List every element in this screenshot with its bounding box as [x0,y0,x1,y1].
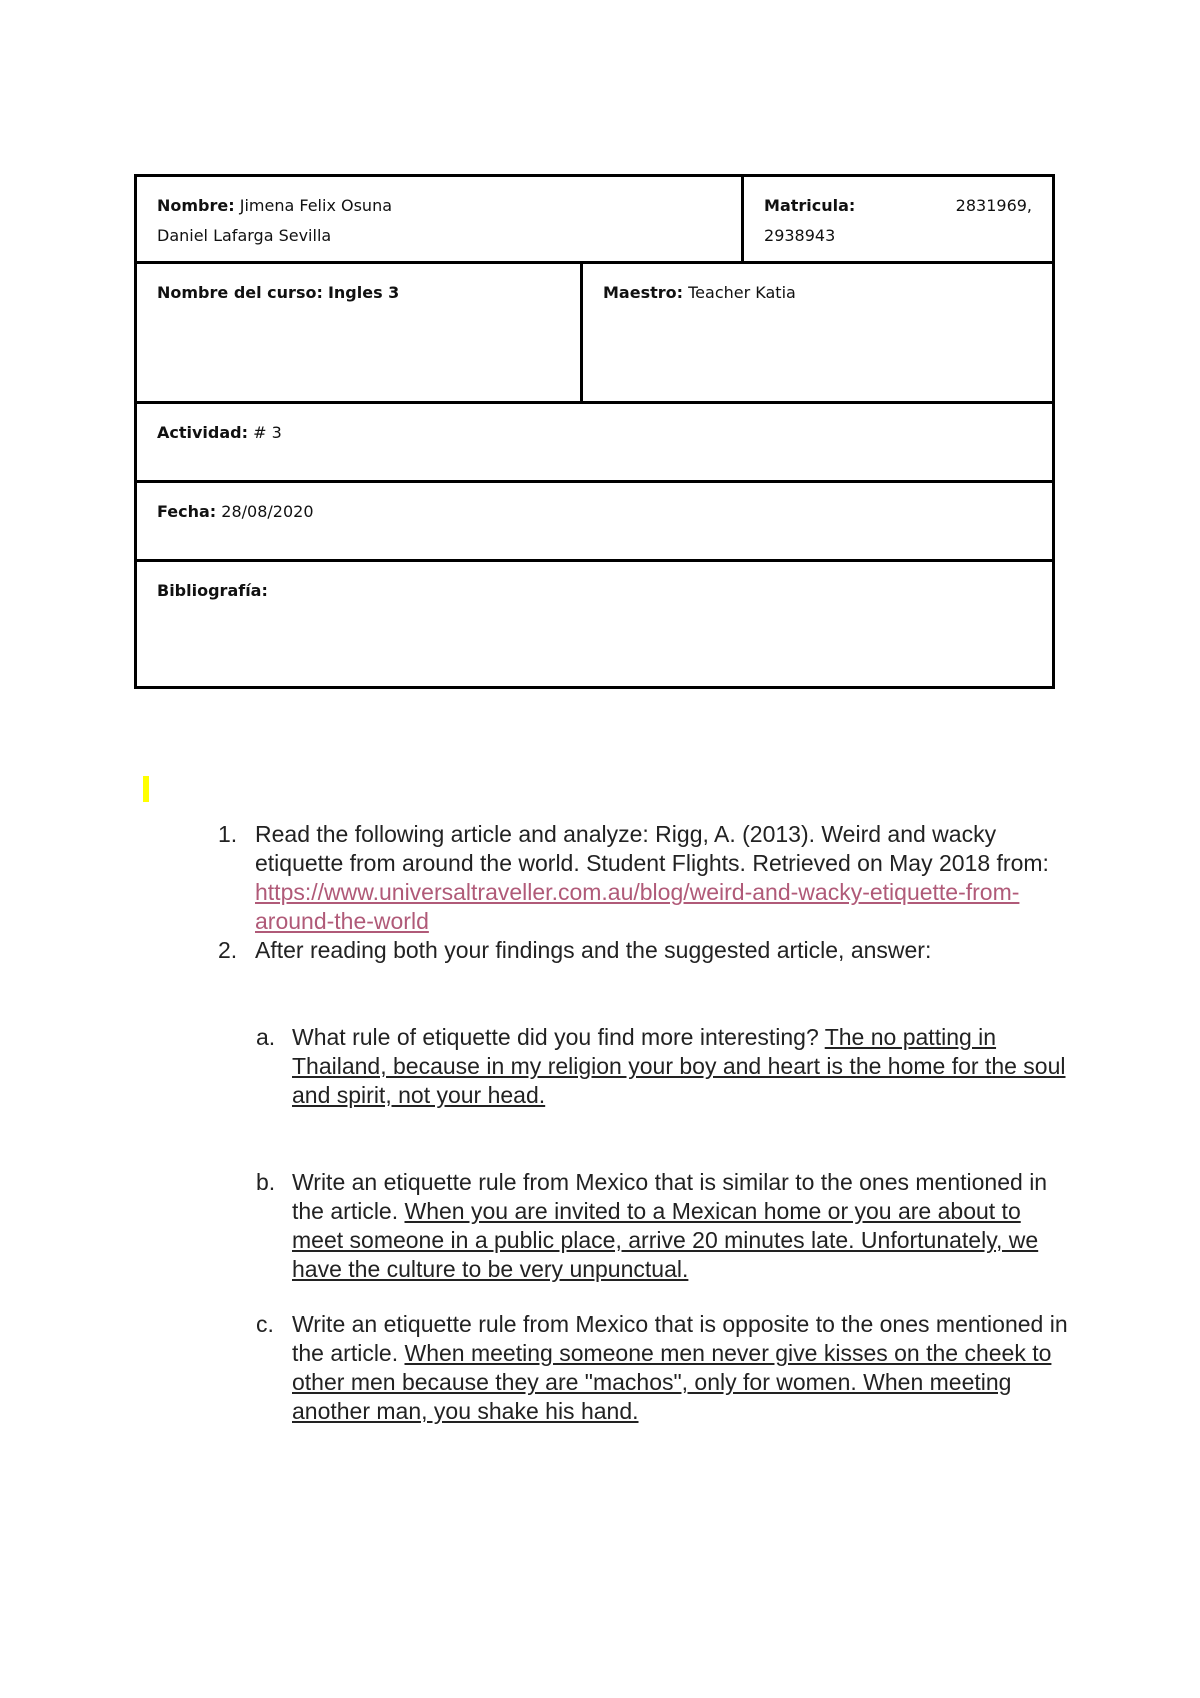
answer-text-b: When you are invited to a Mexican home or you are about to meet someone in a public place, arrive 20 minutes late. Unfortunately, we have the culture to be very unpunctual. [292,1198,1039,1282]
bibliografia-label: Bibliografía: [157,581,268,600]
curso-cell [136,263,582,403]
matricula-value-2: 2938943 [764,226,836,245]
nombre-value: Jimena Felix Osuna [239,196,393,215]
nombre-value-2: Daniel Lafarga Sevilla [157,226,332,245]
header-table [134,174,1055,689]
actividad-value: # 3 [253,423,282,442]
instruction-item-2 [0,936,1065,965]
matricula-cell [743,176,1054,263]
fecha-cell [136,482,1054,561]
matricula-value-1: 2831969, [955,196,1033,215]
assignment-content [0,820,1200,1426]
article-link[interactable]: https://www.universaltraveller.com.au/blog/weird-and-wacky-etiquette-from-around-the-world [255,879,1020,934]
actividad-label: Actividad: [157,423,249,442]
maestro-value: Teacher Katia [688,283,796,302]
question-text-a: What rule of etiquette did you find more interesting? [292,1024,825,1050]
question-item-c [0,1310,1074,1426]
nombre-label: Nombre: [157,196,235,215]
bibliografia-cell [136,561,1054,688]
maestro-label: Maestro: [603,283,684,302]
instruction-text-1: Read the following article and analyze: Rigg, A. (2013). Weird and wacky etiquette from around the world. Student Flights. Retrieved on May 2018 from: [255,821,1049,876]
actividad-cell [136,403,1054,482]
question-marker-a: a. [256,1024,276,1050]
nombre-cell [136,176,743,263]
maestro-cell [582,263,1054,403]
fecha-value: 28/08/2020 [221,502,314,521]
instruction-item-1 [0,820,1065,936]
answer-text-a: The no patting in Thailand, because in my religion your boy and heart is the home for the soul and spirit, not your head. [292,1024,1066,1108]
instruction-text-2: After reading both your findings and the suggested article, answer: [255,937,932,963]
fecha-label: Fecha: [157,502,217,521]
instruction-marker-2: 2. [218,937,238,963]
answer-text-c: When meeting someone men never give kisses on the cheek to other men because they are "machos", only for women. When meeting another man, you shake his hand. [292,1340,1052,1424]
question-marker-c: c. [256,1311,274,1337]
question-text-b: Write an etiquette rule from Mexico that is similar to the ones mentioned in the article. [292,1169,1048,1224]
curso-label: Nombre del curso: [157,283,323,302]
curso-value: Ingles 3 [327,283,400,302]
matricula-label: Matricula: [764,196,856,215]
instruction-marker-1: 1. [218,821,238,847]
question-text-c: Write an etiquette rule from Mexico that is opposite to the ones mentioned in the article. [292,1311,1068,1366]
question-item-b [0,1168,1074,1284]
text-cursor-highlight [143,776,149,802]
question-item-a [0,1023,1074,1110]
question-marker-b: b. [256,1169,276,1195]
